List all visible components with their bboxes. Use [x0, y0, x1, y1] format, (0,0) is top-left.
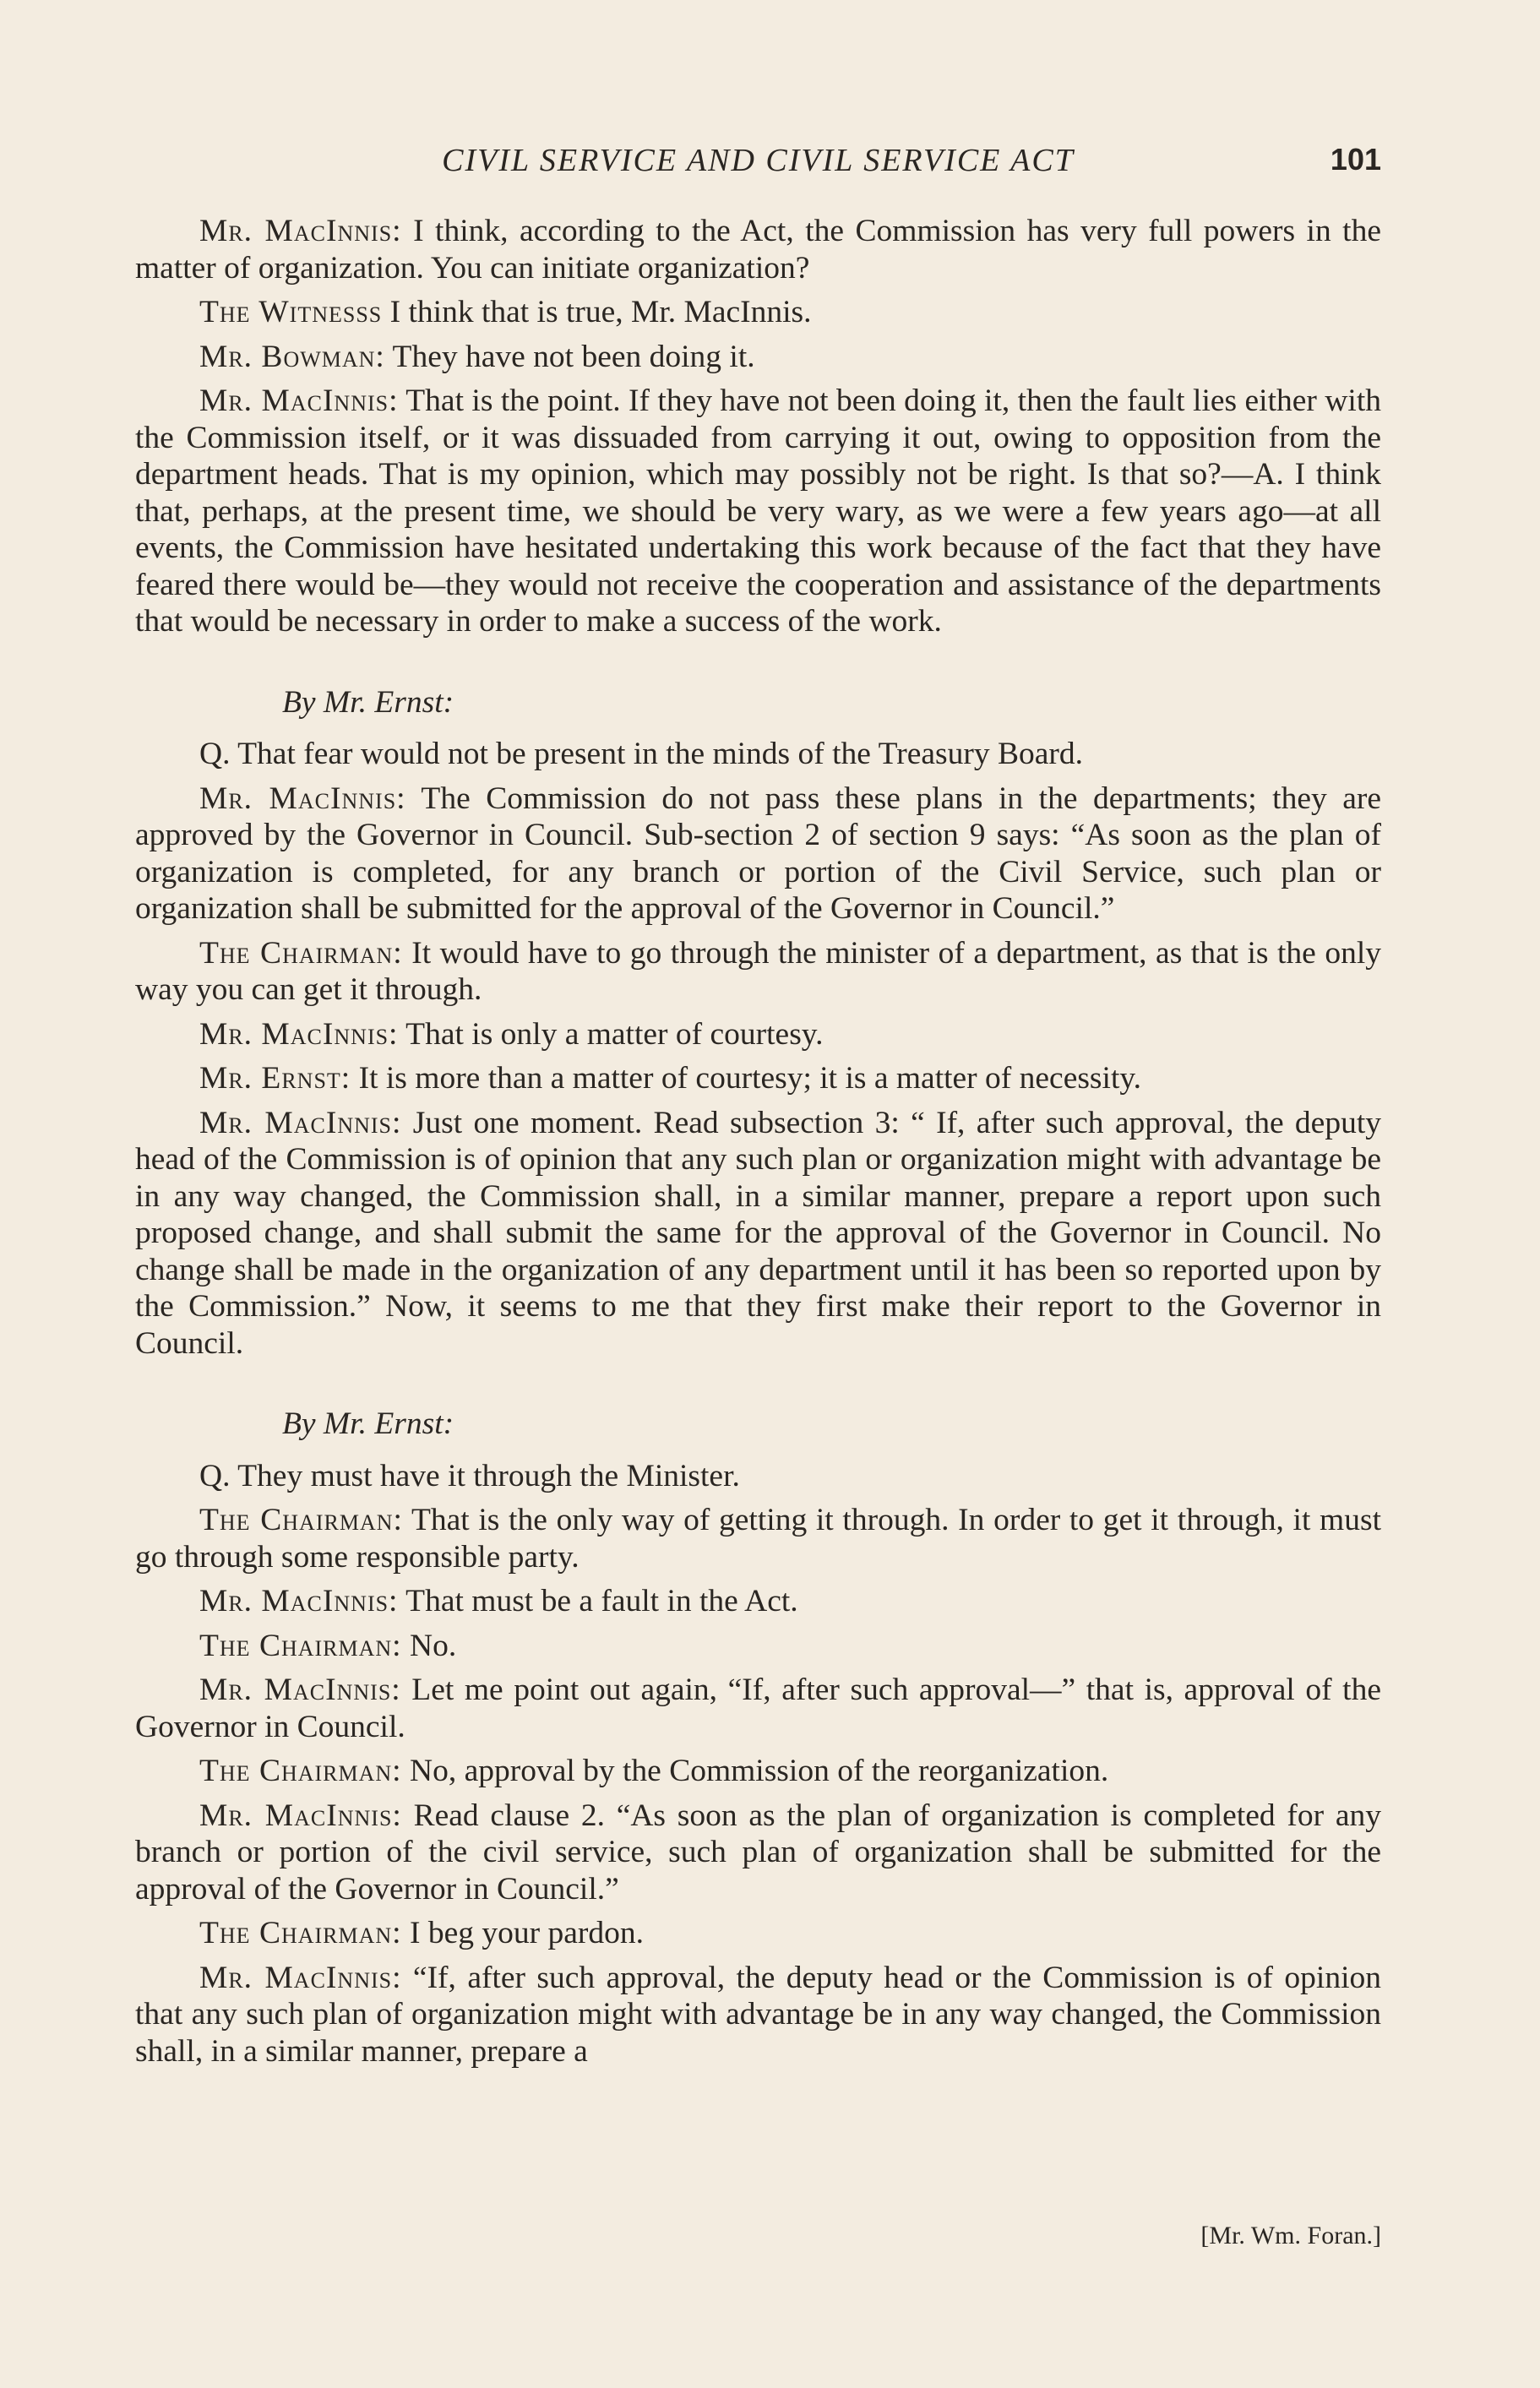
speaker-label: Mr. MacInnis:: [199, 1798, 402, 1833]
speaker-label: The Chairman:: [199, 1628, 402, 1663]
speaker-label: Mr. Ernst:: [199, 1061, 351, 1096]
transcript-paragraph: [135, 383, 1381, 640]
speaker-label: The Chairman:: [199, 1916, 402, 1950]
footer-witness-note: [Mr. Wm. Foran.]: [1200, 2222, 1381, 2249]
question-paragraph: [135, 1458, 1381, 1495]
transcript-paragraph: [135, 781, 1381, 927]
speech-text: I beg your pardon.: [401, 1916, 644, 1950]
speech-text: Just one moment. Read subsection 3: “ If, after such approval, the deputy head of the Commission is of opinion that any such plan or organization might with advantage be in any way changed, the Commission shall, in a similar manner, prepare a report upon such proposed change, and shall submit the same for the approval of the Governor in Council. No change shall be made in the organization of any department until it has been so reported upon by the Commission.” Now, it seems to me that they first make their report to the Governor in Council.: [135, 1105, 1381, 1361]
speaker-label: Mr. MacInnis:: [199, 1105, 402, 1140]
speaker-label: The Chairman:: [199, 935, 403, 971]
speaker-label: Mr. MacInnis:: [199, 214, 402, 248]
examiner-heading: By Mr. Ernst:: [282, 684, 454, 720]
speech-text: That is only a matter of courtesy.: [398, 1016, 824, 1052]
speech-text: Read clause 2. “As soon as the plan of organization is completed for any branch or portion of the civil service, such plan of organization shall be submitted for the approval of the Governor in Council.”: [135, 1798, 1381, 1907]
speech-text: I think that is true, Mr. MacInnis.: [382, 295, 812, 329]
speech-text: Let me point out again, “If, after such approval—” that is, approval of the Governor in Council.: [135, 1673, 1381, 1744]
speech-text: Q. They must have it through the Minister.: [199, 1458, 740, 1493]
transcript-paragraph: [135, 935, 1381, 1009]
speech-text: That is the only way of getting it through. In order to get it through, it must go through some responsible party.: [135, 1503, 1381, 1575]
speaker-label: Mr. Bowman:: [199, 339, 385, 374]
transcript-paragraph: [135, 294, 1381, 331]
speech-text: Q. That fear would not be present in the minds of the Treasury Board.: [199, 737, 1083, 771]
speech-text: “If, after such approval, the deputy head or the Commission is of opinion that any such plan of organization might with advantage be in any way changed, the Commission shall, in a similar manner, prepare a: [135, 1960, 1381, 2069]
speaker-label: Mr. MacInnis:: [199, 1673, 401, 1707]
transcript-paragraph: [135, 213, 1381, 286]
speaker-label: Mr. MacInnis:: [199, 1960, 402, 1995]
transcript-paragraph: [135, 1583, 1381, 1620]
transcript-paragraph: [135, 1105, 1381, 1363]
speaker-label: The Witnesss: [199, 295, 383, 329]
running-title: CIVIL SERVICE AND CIVIL SERVICE ACT: [442, 143, 1075, 178]
speech-text: No.: [401, 1628, 457, 1663]
speaker-label: The Chairman:: [199, 1503, 403, 1537]
speech-text: No, approval by the Commission of the reorganization.: [401, 1754, 1109, 1788]
running-head: [135, 142, 1381, 189]
question-paragraph: [135, 736, 1381, 773]
transcript-paragraph: [135, 1960, 1381, 2070]
speech-text: That must be a fault in the Act.: [398, 1584, 798, 1618]
speech-text: They have not been doing it.: [384, 339, 755, 374]
transcript-paragraph: [135, 339, 1381, 376]
page-number: 101: [1330, 142, 1381, 177]
examiner-heading: By Mr. Ernst:: [282, 1406, 454, 1441]
speaker-label: Mr. MacInnis:: [199, 383, 399, 418]
transcript-paragraph: [135, 1016, 1381, 1053]
transcript-paragraph: [135, 1672, 1381, 1745]
speech-text: It is more than a matter of courtesy; it is a matter of necessity.: [351, 1061, 1142, 1096]
transcript-paragraph: [135, 1628, 1381, 1665]
speaker-label: Mr. MacInnis:: [199, 781, 406, 816]
transcript-paragraph: [135, 1915, 1381, 1952]
transcript-paragraph: [135, 1060, 1381, 1097]
speech-text: I think, according to the Act, the Commission has very full powers in the matter of organization. You can initiate organization?: [135, 214, 1381, 286]
speech-text: That is the point. If they have not been doing it, then the fault lies either with the Commission itself, or it was dissuaded from carrying it out, owing to opposition from the department heads. That is my opinion, which may possibly not be right. Is that so?—A. I think that, perhaps, at the present time, we should be very wary, as we were a few years ago—at all events, the Commission have hesitated undertaking this work because of the fact that they have feared there would be—they would not receive the cooperation and assistance of the departments that would be necessary in order to make a success of the work.: [135, 383, 1381, 639]
speaker-label: The Chairman:: [199, 1754, 402, 1788]
speaker-label: Mr. MacInnis:: [199, 1584, 399, 1618]
transcript-paragraph: [135, 1753, 1381, 1790]
speech-text: The Commission do not pass these plans in the departments; they are approved by the Governor in Council. Sub-section 2 of section 9 says: “As soon as the plan of organization is completed, for any branch or portion of the Civil Service, such plan or organization shall be submitted for the approval of the Governor in Council.”: [135, 781, 1381, 926]
speaker-label: Mr. MacInnis:: [199, 1016, 399, 1052]
speech-text: It would have to go through the minister of a department, as that is the only way you can get it through.: [135, 935, 1381, 1007]
transcript-paragraph: [135, 1798, 1381, 1908]
transcript-paragraph: [135, 1502, 1381, 1575]
page-body: [135, 213, 1381, 2077]
